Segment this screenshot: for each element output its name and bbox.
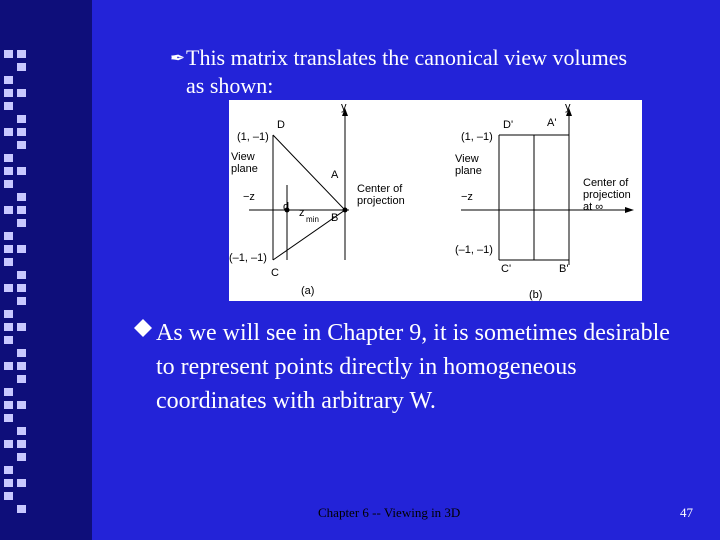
a-A-label: A — [331, 169, 339, 181]
b-Aprime-label: A' — [547, 117, 557, 129]
decor-square — [17, 479, 26, 487]
b-y-label: y — [565, 101, 571, 113]
decor-square — [17, 115, 26, 123]
decor-square — [17, 193, 26, 201]
decor-square — [17, 50, 26, 58]
bullet-text-1-line1: This matrix translates the canonical view volumes — [186, 45, 628, 70]
decor-square — [4, 245, 13, 253]
decor-square — [17, 271, 26, 279]
a-view-plane-1: View — [231, 151, 255, 163]
decor-square — [4, 128, 13, 136]
decor-square — [4, 492, 13, 500]
decor-square — [17, 427, 26, 435]
decor-square — [4, 479, 13, 487]
decor-square — [4, 102, 13, 110]
a-view-plane-2: plane — [231, 163, 258, 175]
decor-square — [17, 505, 26, 513]
decor-square — [17, 63, 26, 71]
decor-square — [17, 362, 26, 370]
decor-square — [17, 167, 26, 175]
decor-square — [4, 310, 13, 318]
a-D-label: D — [277, 119, 285, 131]
b-top-coord: (1, –1) — [461, 131, 493, 143]
a-negz-label: −z — [243, 191, 255, 203]
decor-square — [17, 284, 26, 292]
decor-square — [4, 154, 13, 162]
footer-text: Chapter 6 -- Viewing in 3D — [318, 505, 461, 520]
decor-square — [4, 232, 13, 240]
decor-square — [4, 401, 13, 409]
decor-square — [17, 245, 26, 253]
b-center-3: at ∞ — [583, 201, 604, 213]
decor-square — [17, 453, 26, 461]
square-pattern — [4, 50, 30, 512]
decor-square — [4, 206, 13, 214]
decor-square — [17, 128, 26, 136]
a-B-label: B — [331, 212, 339, 224]
a-C-label: C — [271, 267, 279, 279]
decor-square — [4, 180, 13, 188]
figure-svg — [229, 100, 642, 301]
b-center-1: Center of — [583, 177, 629, 189]
decor-square — [4, 414, 13, 422]
projection-figure — [229, 100, 642, 301]
decor-square — [4, 362, 13, 370]
b-view-plane-2: plane — [455, 165, 482, 177]
decor-square — [4, 284, 13, 292]
decor-square — [17, 401, 26, 409]
b-center-2: projection — [583, 189, 631, 201]
pen-icon: ✒ — [170, 48, 186, 68]
b-Cprime-label: C' — [501, 263, 512, 275]
a-top-coord: (1, –1) — [237, 131, 269, 143]
bullet-text-1-line2: as shown: — [186, 73, 274, 98]
a-center-point — [343, 208, 348, 213]
decor-square — [17, 206, 26, 214]
a-center-2: projection — [357, 195, 405, 207]
decor-square — [4, 336, 13, 344]
decor-square — [4, 167, 13, 175]
b-bottom-coord: (–1, –1) — [455, 244, 493, 256]
a-bottom-coord: (–1, –1) — [229, 252, 267, 264]
decor-square — [17, 440, 26, 448]
a-zmin-sub: min — [306, 215, 319, 224]
a-y-label: y — [341, 101, 347, 113]
b-Dprime-label: D' — [503, 119, 514, 131]
decor-square — [4, 76, 13, 84]
decor-square — [17, 323, 26, 331]
decor-square — [4, 89, 13, 97]
a-frustum — [273, 135, 345, 260]
decor-square — [4, 466, 13, 474]
a-d-label: d — [283, 201, 290, 213]
decor-square — [4, 388, 13, 396]
b-caption: (b) — [529, 289, 543, 301]
decor-square — [17, 297, 26, 305]
decor-square — [4, 440, 13, 448]
bullet-text-2: As we will see in Chapter 9, it is sometimes desirable to represent points directly in homogeneous coordinates with arbitrary W. — [156, 320, 670, 414]
b-z-arrow — [625, 207, 634, 213]
decor-square — [17, 89, 26, 97]
b-negz-label: −z — [461, 191, 473, 203]
decor-square — [17, 141, 26, 149]
a-caption: (a) — [301, 285, 315, 297]
decor-square — [17, 375, 26, 383]
bullet-text-1 — [186, 44, 627, 100]
a-center-1: Center of — [357, 183, 403, 195]
decor-square — [4, 323, 13, 331]
a-zmin-label: z — [299, 207, 305, 219]
decor-square — [17, 219, 26, 227]
decor-square — [4, 258, 13, 266]
b-view-plane-1: View — [455, 153, 479, 165]
diamond-bullet-icon — [133, 318, 153, 338]
left-decorative-bar — [0, 0, 92, 540]
b-Bprime-label: B' — [559, 263, 569, 275]
decor-square — [4, 50, 13, 58]
page-number: 47 — [680, 505, 693, 520]
decor-square — [17, 349, 26, 357]
